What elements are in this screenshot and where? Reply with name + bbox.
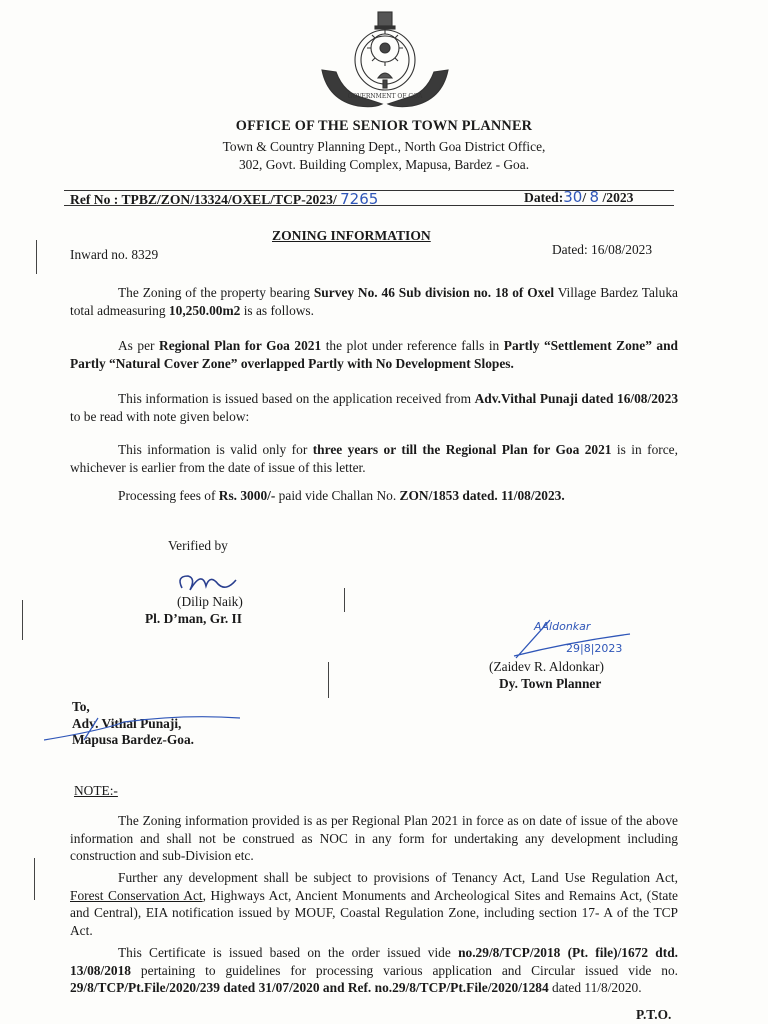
signatory-1-name: (Dilip Naik): [177, 594, 243, 609]
addressee-to: To,: [72, 699, 90, 714]
note-title: NOTE:-: [74, 783, 118, 798]
pen-mark: [344, 588, 345, 612]
government-emblem-icon: [314, 8, 456, 116]
margin-mark: [22, 600, 23, 640]
note-paragraph-1: The Zoning information provided is as per Regional Plan 2021 in force as on date of issue of the above information and shall not be construed as NOC in any form for undertaking any development including construction and sub-Division etc.: [70, 813, 678, 863]
paragraph-property: The Zoning of the property bearing Survey No. 46 Sub division no. 18 of Oxel Village Bardez Taluka total admeasuring 10,250.00m2 is as follows.: [70, 285, 678, 318]
document-title: ZONING INFORMATION: [272, 228, 431, 243]
page-turn-over: P.T.O.: [636, 1007, 672, 1022]
pen-stroke-addressee: [44, 700, 244, 750]
pen-mark: [328, 662, 329, 698]
svg-text:29|8|2023: 29|8|2023: [566, 642, 623, 655]
svg-text:GOVERNMENT OF GOA: GOVERNMENT OF GOA: [347, 93, 423, 100]
handwritten-reference-number: 7265: [340, 190, 379, 208]
paragraph-regional-plan: As per Regional Plan for Goa 2021 the plot under reference falls in Partly “Settlement Zone” and Partly “Natural Cover Zone” overlapped Partly with No Development Slopes.: [70, 338, 678, 371]
margin-mark: [34, 858, 35, 900]
addressee-address: Mapusa Bardez-Goa.: [72, 732, 194, 747]
signatory-2-designation: Dy. Town Planner: [499, 676, 602, 691]
addressee-name: Adv. Vithal Punaji,: [72, 715, 182, 731]
signatory-1-designation: Pl. D’man, Gr. II: [145, 611, 242, 626]
note-paragraph-3: This Certificate is issued based on the order issued vide no.29/8/TCP/2018 (Pt. file)/1672 dtd. 13/08/2018 pertaining to guidelines for processing various application and Circular issued vide no. 29/8/TCP/Pt.File/2020/239 dated 31/07/2020 and Ref. no.29/8/TCP/Pt.File/2020/1284 dated 11/8/2020.: [70, 945, 679, 995]
handwritten-date-day: 30: [563, 188, 583, 206]
reference-number: [70, 190, 378, 208]
reference-date-year: /2023: [602, 190, 634, 205]
office-title: OFFICE OF THE SENIOR TOWN PLANNER: [235, 118, 533, 134]
margin-mark: [36, 240, 37, 274]
paragraph-fees: Processing fees of Rs. 3000/- paid vide Challan No. ZON/1853 dated. 11/08/2023.: [118, 488, 565, 503]
reference-date: Dated:30/ 8 /2023: [524, 188, 634, 206]
paragraph-application: This information is issued based on the application received from Adv.Vithal Punaji dated 16/08/2023 to be read with note given below:: [70, 391, 679, 424]
inward-date: Dated: 16/08/2023: [552, 242, 653, 257]
office-address-line1: Town & Country Planning Dept., North Goa District Office,: [222, 139, 546, 154]
reference-date-label: Dated:: [524, 190, 564, 205]
reference-label: Ref No : TPBZ/ZON/13324/OXEL/TCP-2023/: [70, 192, 337, 207]
handwritten-date-month: 8: [589, 188, 600, 206]
paragraph-validity: This information is valid only for three years or till the Regional Plan for Goa 2021 is in force, whichever is earlier from the date of issue of this letter.: [70, 442, 678, 475]
note-paragraph-2: Further any development shall be subject to provisions of Tenancy Act, Land Use Regulation Act, Forest Conservation Act, Highways Act, Ancient Monuments and Archeological Sites and Remains Act, (State and Central), EIA notification issued by MOUF, Coastal Regulation Zone, including section 17- A of the TCP Act.: [70, 870, 678, 938]
svg-text:AAldonkar: AAldonkar: [534, 620, 591, 633]
office-address-line2: 302, Govt. Building Complex, Mapusa, Bardez - Goa.: [238, 157, 530, 172]
signatory-2-name: (Zaidev R. Aldonkar): [489, 659, 604, 674]
verified-by-label: Verified by: [168, 538, 228, 553]
signature-2-scribble: [510, 612, 660, 662]
inward-number: Inward no. 8329: [70, 247, 159, 262]
